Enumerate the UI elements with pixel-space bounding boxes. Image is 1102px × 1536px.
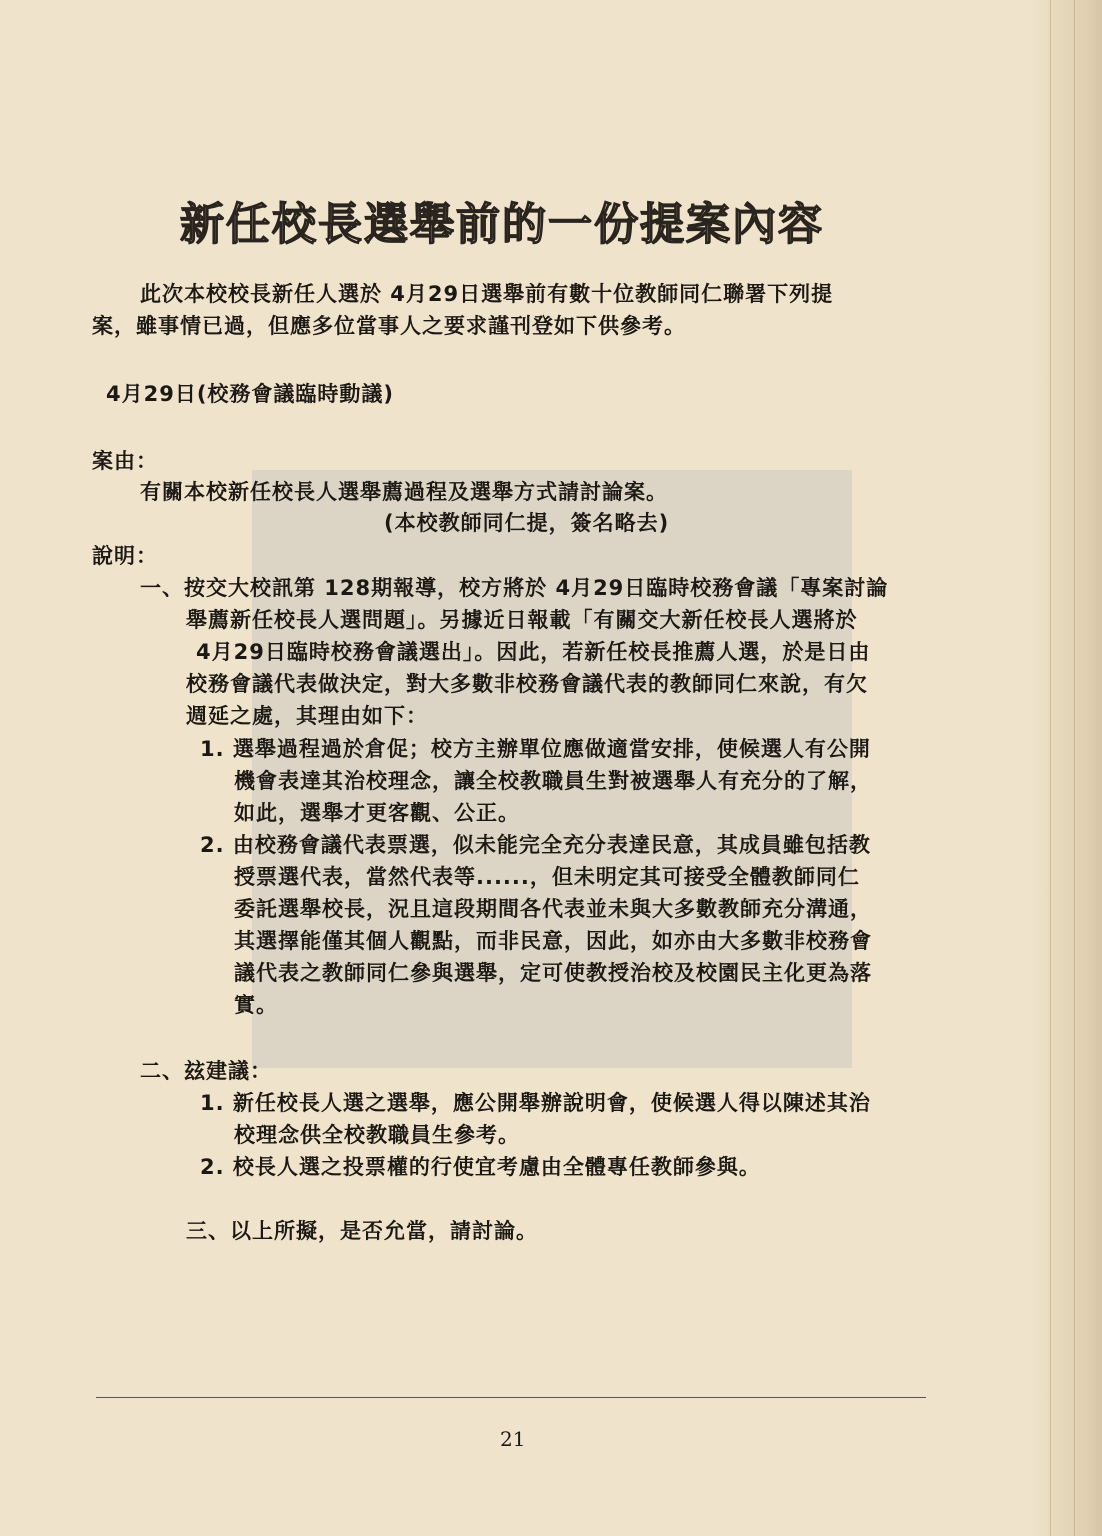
suggestion-item1-line-1: 1. 新任校長人選之選舉，應公開舉辦說明會，使候選人得以陳述其治 bbox=[200, 1091, 871, 1115]
section1-line-4: 校務會議代表做決定，對大多數非校務會議代表的教師同仁來說，有欠 bbox=[186, 672, 868, 696]
reason1-line-3: 如此，選舉才更客觀、公正。 bbox=[234, 801, 520, 825]
intro-line-2: 案，雖事情已過，但應多位當事人之要求謹刊登如下供參考。 bbox=[92, 314, 686, 338]
reason2-line-1: 2. 由校務會議代表票選，似未能完全充分表達民意，其成員雖包括教 bbox=[200, 833, 871, 857]
page-edge bbox=[1032, 0, 1102, 1536]
reason2-line-3: 委託選舉校長，況且這段期間各代表並未與大多數教師充分溝通， bbox=[234, 897, 872, 921]
intro-line-1: 此次本校校長新任人選於 4月29日選舉前有數十位教師同仁聯署下列提 bbox=[140, 282, 834, 306]
meeting-line: 4月29日(校務會議臨時動議) bbox=[106, 382, 395, 406]
suggestion-item2: 2. 校長人選之投票權的行使宜考慮由全體專任教師參與。 bbox=[200, 1155, 761, 1179]
reason2-line-2: 授票選代表，當然代表等......，但未明定其可接受全體教師同仁 bbox=[234, 865, 860, 889]
reason2-line-6: 實。 bbox=[234, 993, 278, 1017]
section1-line-5: 週延之處，其理由如下： bbox=[186, 704, 428, 728]
section1-line-1: 一、按交大校訊第 128期報導，校方將於 4月29日臨時校務會議「專案討論 bbox=[140, 576, 889, 600]
conclusion: 三、以上所擬，是否允當，請討論。 bbox=[186, 1219, 538, 1243]
page-number: 21 bbox=[500, 1427, 526, 1451]
page-title: 新任校長選舉前的一份提案內容 bbox=[180, 199, 824, 250]
reason2-line-5: 議代表之教師同仁參與選舉，定可使教授治校及校園民主化更為落 bbox=[234, 961, 872, 985]
reason1-line-2: 機會表達其治校理念，讓全校教職員生對被選舉人有充分的了解， bbox=[234, 769, 872, 793]
suggestion-heading: 二、玆建議： bbox=[140, 1059, 272, 1083]
suggestion-item1-line-2: 校理念供全校教職員生參考。 bbox=[234, 1123, 520, 1147]
section1-line-3: 4月29日臨時校務會議選出」。因此，若新任校長推薦人選，於是日由 bbox=[196, 640, 871, 664]
reason2-line-4: 其選擇能僅其個人觀點，而非民意，因此，如亦由大多數非校務會 bbox=[234, 929, 872, 953]
case-note: (本校教師同仁提，簽名略去) bbox=[384, 511, 670, 535]
bottom-rule bbox=[96, 1397, 926, 1398]
section1-line-2: 舉薦新任校長人選問題」。另據近日報載「有關交大新任校長人選將於 bbox=[186, 608, 858, 632]
explanation-heading: 說明： bbox=[92, 544, 158, 568]
case-text: 有關本校新任校長人選舉薦過程及選舉方式請討論案。 bbox=[140, 480, 668, 504]
reason1-line-1: 1. 選舉過程過於倉促；校方主辦單位應做適當安排，使候選人有公開 bbox=[200, 737, 871, 761]
case-heading: 案由： bbox=[92, 449, 158, 473]
